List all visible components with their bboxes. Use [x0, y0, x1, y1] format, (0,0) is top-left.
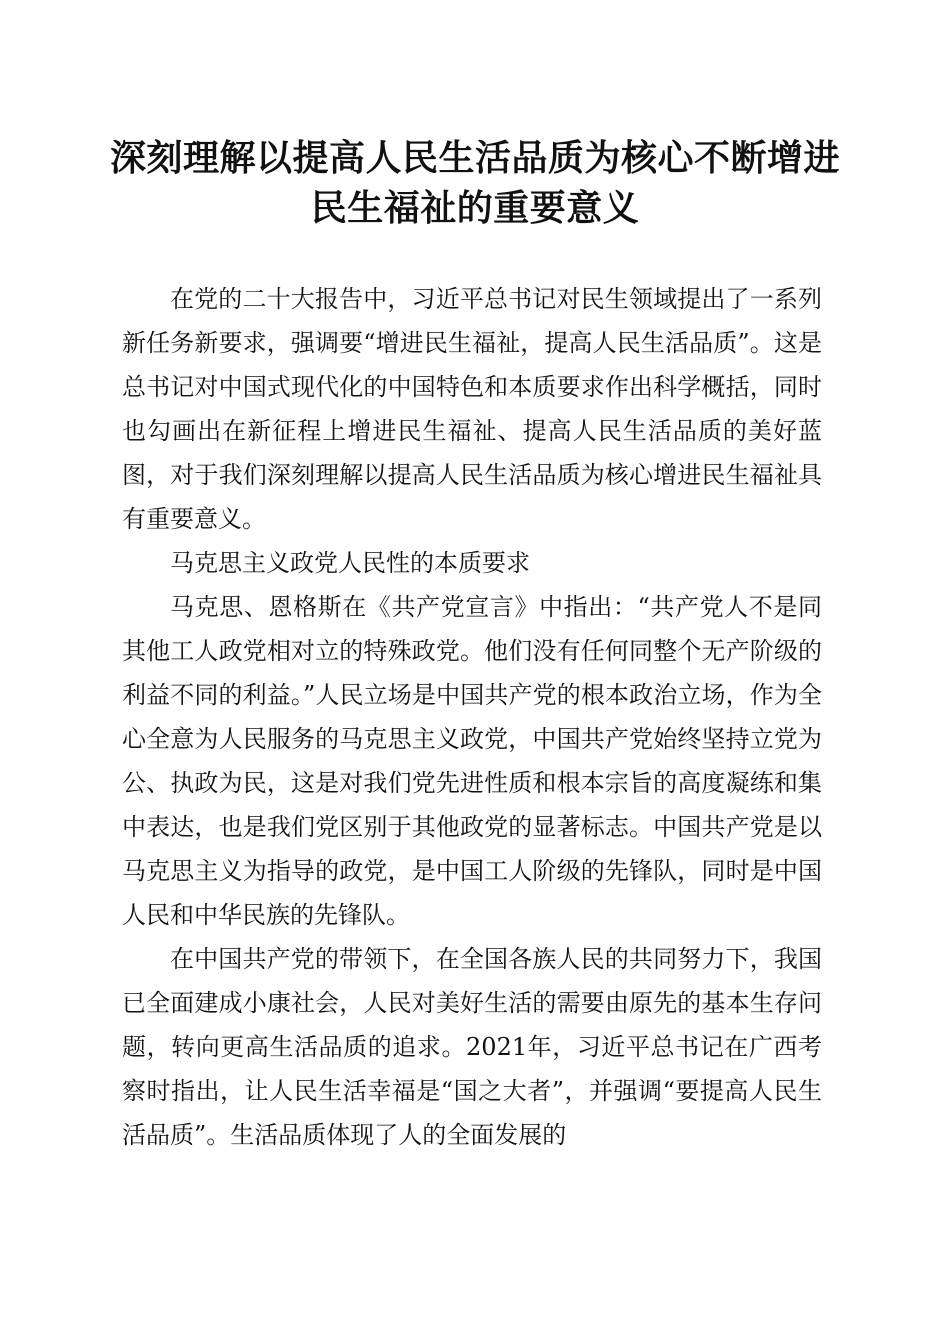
- paragraph-marx-quote: 马克思、恩格斯在《共产党宣言》中指出：“共产党人不是同其他工人政党相对立的特殊政党。他们没有任何同整个无产阶级的利益不同的利益。”人民立场是中国共产党的根本政治立场，作为全心全意为人民服务的马克思主义政党，中国共产党始终坚持立党为公、执政为民，这是对我们党先进性质和根本宗旨的高度凝练和集中表达，也是我们党区别于其他政党的显著标志。中国共产党是以马克思主义为指导的政党，是中国工人阶级的先锋队，同时是中国人民和中华民族的先锋队。: [122, 593, 822, 929]
- title-line-2: 民生福祉的重要意义: [310, 187, 640, 229]
- document-title: [110, 133, 840, 233]
- section-heading: 马克思主义政党人民性的本质要求: [170, 549, 530, 577]
- paragraph-xiaokang: 在中国共产党的带领下，在全国各族人民的共同努力下，我国已全面建成小康社会，人民对美好生活的需要由原先的基本生存问题，转向更高生活品质的追求。2021年，习近平总书记在广西考察时指出，让人民生活幸福是“国之大者”，并强调“要提高人民生活品质”。生活品质体现了人的全面发展的: [122, 945, 822, 1149]
- document-body: [122, 277, 822, 1157]
- paragraph-intro: 在党的二十大报告中，习近平总书记对民生领域提出了一系列新任务新要求，强调要“增进民生福祉，提高人民生活品质”。这是总书记对中国式现代化的中国特色和本质要求作出科学概括，同时也勾画出在新征程上增进民生福祉、提高人民生活品质的美好蓝图，对于我们深刻理解以提高人民生活品质为核心增进民生福祉具有重要意义。: [122, 285, 822, 533]
- title-line-1: 深刻理解以提高人民生活品质为核心不断增进: [110, 137, 841, 179]
